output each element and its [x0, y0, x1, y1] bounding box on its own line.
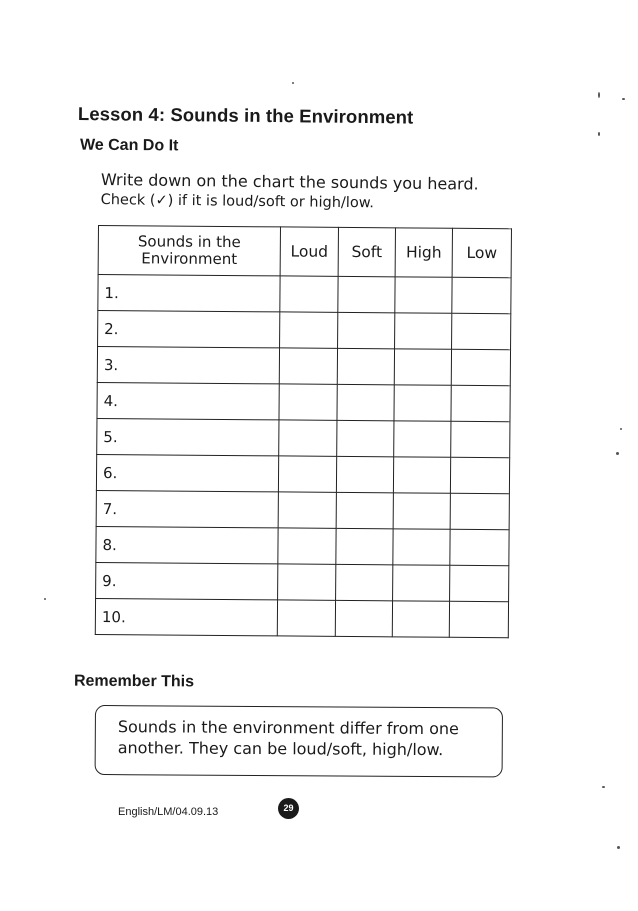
table-row: [97, 418, 510, 457]
cell-low[interactable]: [450, 529, 509, 565]
header-high: High: [395, 228, 452, 277]
cell-loud[interactable]: [278, 492, 336, 528]
lesson-title: Lesson 4: Sounds in the Environment: [77, 103, 414, 128]
remember-line-1: Sounds in the environment differ from one: [117, 717, 459, 739]
cell-soft[interactable]: [338, 276, 395, 312]
table-header-row: [98, 226, 511, 278]
header-loud: Loud: [280, 227, 338, 276]
remember-text: [118, 716, 459, 760]
sounds-chart: [95, 225, 511, 638]
scan-speck: [620, 428, 622, 430]
cell-high[interactable]: [394, 349, 451, 385]
cell-low[interactable]: [451, 349, 510, 385]
table-row: [97, 382, 510, 421]
header-env-line-2: Environment: [141, 249, 238, 269]
row-number: 5.: [97, 418, 279, 455]
table-row: [95, 598, 508, 637]
cell-high[interactable]: [393, 493, 450, 529]
cell-high[interactable]: [393, 529, 450, 565]
row-number: 10.: [95, 598, 277, 635]
scan-speck: [44, 598, 46, 600]
scan-speck: [616, 452, 619, 455]
cell-loud[interactable]: [278, 456, 336, 492]
table-row: [98, 275, 511, 314]
cell-low[interactable]: [452, 277, 511, 313]
row-number: 3.: [97, 347, 279, 384]
remember-this-heading: Remember This: [73, 672, 195, 691]
header-low: Low: [452, 228, 511, 277]
footer-code: English/LM/04.09.13: [118, 806, 219, 818]
cell-low[interactable]: [451, 421, 510, 457]
cell-soft[interactable]: [337, 384, 394, 420]
cell-high[interactable]: [394, 421, 451, 457]
we-can-do-it-heading: We Can Do It: [79, 136, 179, 155]
remember-line-2: another. They can be loud/soft, high/low.: [117, 738, 444, 760]
cell-low[interactable]: [452, 313, 511, 349]
scan-speck: [602, 786, 605, 788]
cell-soft[interactable]: [335, 600, 392, 636]
cell-high[interactable]: [393, 457, 450, 493]
table-row: [96, 526, 509, 565]
instruction-line-2: Check (✓) if it is loud/soft or high/low.: [100, 191, 374, 212]
sounds-table: [95, 225, 512, 638]
remember-box: [95, 705, 503, 777]
cell-soft[interactable]: [336, 456, 393, 492]
table-row: [98, 311, 511, 350]
cell-soft[interactable]: [336, 564, 393, 600]
table-row: [96, 454, 509, 493]
cell-soft[interactable]: [336, 492, 393, 528]
cell-high[interactable]: [393, 565, 450, 601]
cell-loud[interactable]: [280, 276, 338, 312]
cell-loud[interactable]: [279, 348, 337, 384]
cell-loud[interactable]: [278, 528, 336, 564]
table-row: [96, 562, 509, 601]
scan-speck: [598, 132, 600, 136]
header-soft: Soft: [338, 227, 395, 276]
scan-speck: [598, 92, 600, 98]
cell-soft[interactable]: [336, 528, 393, 564]
cell-high[interactable]: [395, 277, 452, 313]
instruction-line-1: Write down on the chart the sounds you heard.: [100, 170, 479, 194]
cell-high[interactable]: [392, 601, 449, 637]
cell-high[interactable]: [394, 385, 451, 421]
cell-low[interactable]: [451, 385, 510, 421]
header-env-line-1: Sounds in the: [137, 232, 241, 252]
row-number: 1.: [98, 275, 280, 312]
cell-loud[interactable]: [279, 384, 337, 420]
cell-loud[interactable]: [277, 600, 335, 636]
page-number-badge: 29: [278, 798, 299, 819]
row-number: 8.: [96, 526, 278, 563]
cell-low[interactable]: [450, 457, 509, 493]
row-number: 7.: [96, 490, 278, 527]
instructions: [101, 170, 479, 215]
cell-soft[interactable]: [337, 348, 394, 384]
row-number: 2.: [98, 311, 280, 348]
table-row: [96, 490, 509, 529]
cell-loud[interactable]: [278, 564, 336, 600]
scan-speck: [617, 846, 620, 849]
cell-soft[interactable]: [338, 312, 395, 348]
header-sounds-in-environment: [98, 226, 280, 276]
cell-high[interactable]: [395, 313, 452, 349]
table-row: [97, 347, 510, 386]
cell-low[interactable]: [450, 565, 509, 601]
scan-speck: [292, 82, 294, 84]
row-number: 4.: [97, 382, 279, 419]
row-number: 6.: [96, 454, 278, 491]
cell-low[interactable]: [450, 493, 509, 529]
row-number: 9.: [96, 562, 278, 599]
cell-low[interactable]: [449, 601, 508, 637]
cell-loud[interactable]: [279, 420, 337, 456]
cell-soft[interactable]: [337, 420, 394, 456]
scan-speck: [622, 98, 625, 100]
cell-loud[interactable]: [280, 312, 338, 348]
